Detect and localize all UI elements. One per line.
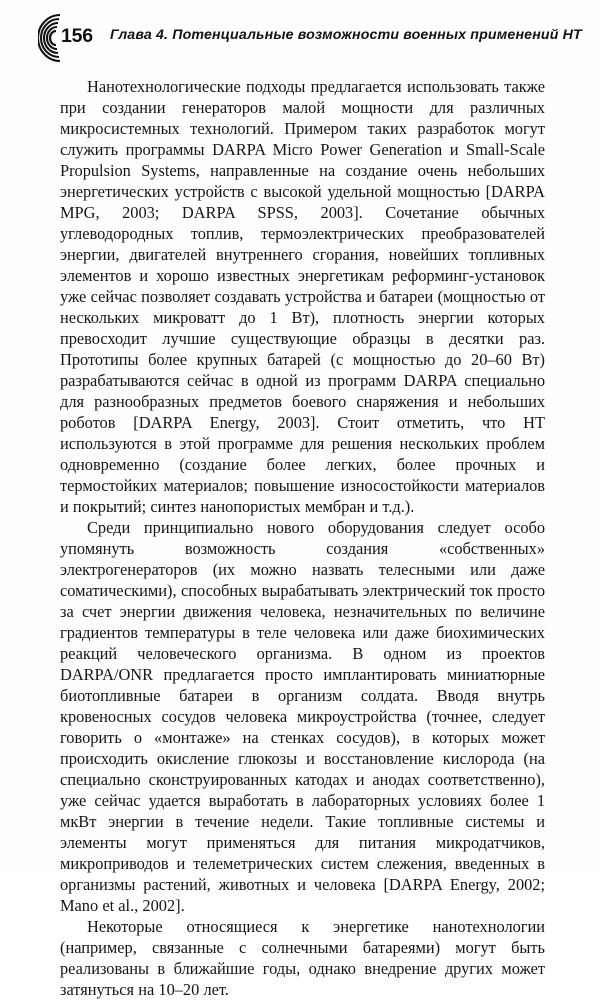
page-number: 156 [61,25,93,47]
chapter-title: Глава 4. Потенциальные возможности военных применений НТ [110,27,582,43]
paragraph: Некоторые относящиеся к энергетике нанотехнологии (например, связанные с солнечными батареями) могут быть реализованы в ближайшие годы, однако внедрение других может затянуться на 10–20 лет. [60,917,545,999]
paragraph: Среди принципиально нового оборудования следует особо упомянуть возможность создания «собственных» электрогенераторов (их можно назвать телесными или даже соматическими), способных вырабатывать электрический ток просто за счет энергии движения человека, незначительных по величине градиентов температуры в теле человека или даже биохимических реакций человеческого организма. В одном из проектов DARPA/ONR предлагается просто имплантировать миниатюрные биотопливные батареи в организм солдата. Вводя внутрь кровеносных сосудов человека микроустройства (точнее, следует говорить о «монтаже» на стенках сосудов), в которых может происходить окисление глюкозы и восстановление кислорода (на специально сконструированных катодах и анодах соответственно), уже сейчас удается выработать в лабораторных условиях более 1 мкВт энергии в течение недели. Такие топливные системы и элементы могут применяться для питания микродатчиков, микроприводов и телеметрических систем слежения, введенных в организмы растений, животных и человека [DARPA Energy, 2002; Mano et al., 2002]. [60,518,545,915]
body-text [60,76,545,1000]
paragraph: Нанотехнологические подходы предлагается использовать также при создании генераторов малой мощности для различных микросистемных технологий. Примером таких разработок могут служить программы DARPA Micro Power Generation и Small-Scale Propulsion Systems, направленные на создание очень небольших энергетических устройств с высокой удельной мощностью [DARPA MPG, 2003; DARPA SPSS, 2003]. Сочетание обычных углеводородных топлив, термоэлектрических преобразователей энергии, двигателей внутреннего сгорания, новейших топливных элементов и хорошо известных энергетикам реформинг-установок уже сейчас позволяет создавать устройства и батареи (мощностью от нескольких микроватт до 1 Вт), плотность энергии которых превосходит лучшие существующие образцы в десятки раз. Прототипы более крупных батарей (с мощностью до 20–60 Вт) разрабатываются сейчас в одной из программ DARPA специально для разнообразных предметов боевого снаряжения и небольших роботов [DARPA Energy, 2003]. Стоит отметить, что НТ используются в этой программе для решения нескольких проблем одновременно (создание более легких, более прочных и термостойких материалов; повышение износостойкости материалов и покрытий; синтез нанопористых мембран и т.д.). [60,77,545,516]
running-head [0,0,600,66]
